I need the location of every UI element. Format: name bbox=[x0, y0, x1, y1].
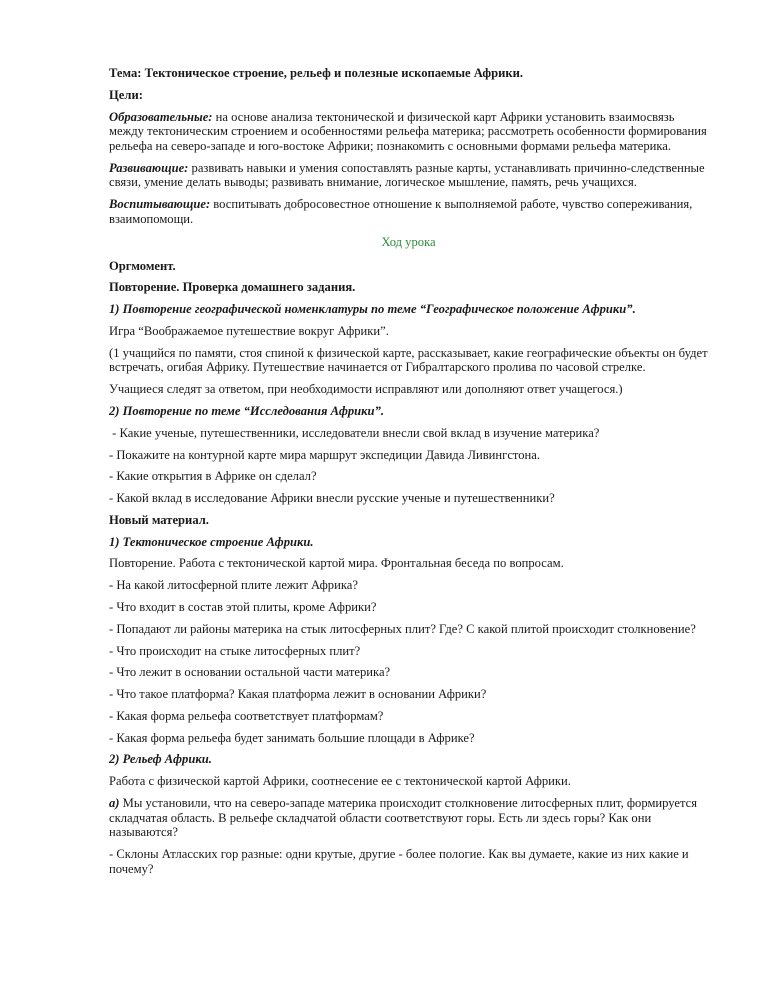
paragraph: Работа с физической картой Африки, соотнесение ее с тектонической картой Африки. bbox=[109, 774, 571, 789]
paragraph: Учащиеся следят за ответом, при необходимости исправляют или дополняют ответ учащегося.) bbox=[109, 382, 623, 397]
question: - Какие открытия в Африке он сделал? bbox=[109, 469, 317, 484]
section-1-heading: 1) Тектоническое строение Африки. bbox=[109, 534, 314, 549]
paragraph-2a bbox=[109, 796, 708, 840]
question: - Какой вклад в исследование Африки внесли русские ученые и путешественники? bbox=[109, 491, 555, 506]
goal-upbringing bbox=[109, 197, 708, 226]
goal-label: Воспитывающие: bbox=[109, 196, 211, 211]
review-1-heading: 1) Повторение географической номенклатуры по теме “Географическое положение Африки”. bbox=[109, 302, 636, 317]
goal-label: Образовательные: bbox=[109, 109, 213, 124]
orgmoment-heading: Оргмомент. bbox=[109, 258, 176, 273]
goal-label: Развивающие: bbox=[109, 160, 189, 175]
question: - Какая форма рельефа соответствует платформам? bbox=[109, 708, 384, 723]
question: - Что происходит на стыке литосферных плит? bbox=[109, 643, 361, 658]
question: - Покажите на контурной карте мира маршрут экспедиции Давида Ливингстона. bbox=[109, 447, 541, 462]
goal-text: воспитывать добросовестное отношение к выполняемой работе, чувство сопереживания, взаимопомощи. bbox=[109, 196, 693, 226]
question: - Какие ученые, путешественники, исследователи внесли свой вклад в изучение материка? bbox=[109, 425, 600, 440]
question: - Что такое платформа? Какая платформа лежит в основании Африки? bbox=[109, 687, 487, 702]
goal-text: развивать навыки и умения сопоставлять разные карты, устанавливать причинно-следственные связи, умение делать выводы; развивать внимание, логическое мышление, память, речь учащихся. bbox=[109, 160, 705, 190]
lesson-heading: Ход урока bbox=[381, 235, 436, 250]
paragraph: Повторение. Работа с тектонической картой мира. Фронтальная беседа по вопросам. bbox=[109, 556, 564, 571]
paragraph: Игра “Воображаемое путешествие вокруг Африки”. bbox=[109, 324, 389, 339]
goal-developing bbox=[109, 161, 708, 190]
review-2-heading: 2) Повторение по теме “Исследования Африки”. bbox=[109, 403, 385, 418]
paragraph: (1 учащийся по памяти, стоя спиной к физической карте, рассказывает, какие географические объекты он будет встречать, огибая Африку. Путешествие начинается от Гибралтарского пролива по часовой стрелке. bbox=[109, 345, 708, 375]
question: - Какая форма рельефа будет занимать большие площади в Африке? bbox=[109, 730, 475, 745]
item-text: Мы установили, что на северо-западе материка происходит столкновение литосферных плит, формируется складчатая область. В рельефе складчатой области соответствуют горы. Есть ли здесь горы? Как они называются? bbox=[109, 796, 698, 840]
item-label: а) bbox=[109, 796, 120, 811]
new-material-heading: Новый материал. bbox=[109, 512, 209, 527]
section-2-heading: 2) Рельеф Африки. bbox=[109, 752, 212, 767]
review-heading: Повторение. Проверка домашнего задания. bbox=[109, 280, 356, 295]
question: - Что входит в состав этой плиты, кроме Африки? bbox=[109, 600, 377, 614]
question: - Попадают ли районы материка на стык литосферных плит? Где? С какой плитой происходит столкновение? bbox=[109, 621, 696, 636]
goal-educational bbox=[109, 110, 708, 154]
paragraph: - Склоны Атласских гор разные: одни крутые, другие - более пологие. Как вы думаете, какие из них какие и почему? bbox=[109, 847, 689, 876]
goals-heading: Цели: bbox=[109, 87, 143, 102]
question: - На какой литосферной плите лежит Африка? bbox=[109, 578, 358, 593]
goal-text: на основе анализа тектонической и физической карт Африки установить взаимосвязь между тектоническим строением и особенностями рельефа материка; рассмотреть особенности формирования рельефа на северо-западе и юго-востоке Африки; познакомить с основными формами рельефа материка. bbox=[109, 109, 707, 153]
question: - Что лежит в основании остальной части материка? bbox=[109, 665, 391, 680]
lesson-title: Тема: Тектоническое строение, рельеф и полезные ископаемые Африки. bbox=[109, 66, 524, 80]
